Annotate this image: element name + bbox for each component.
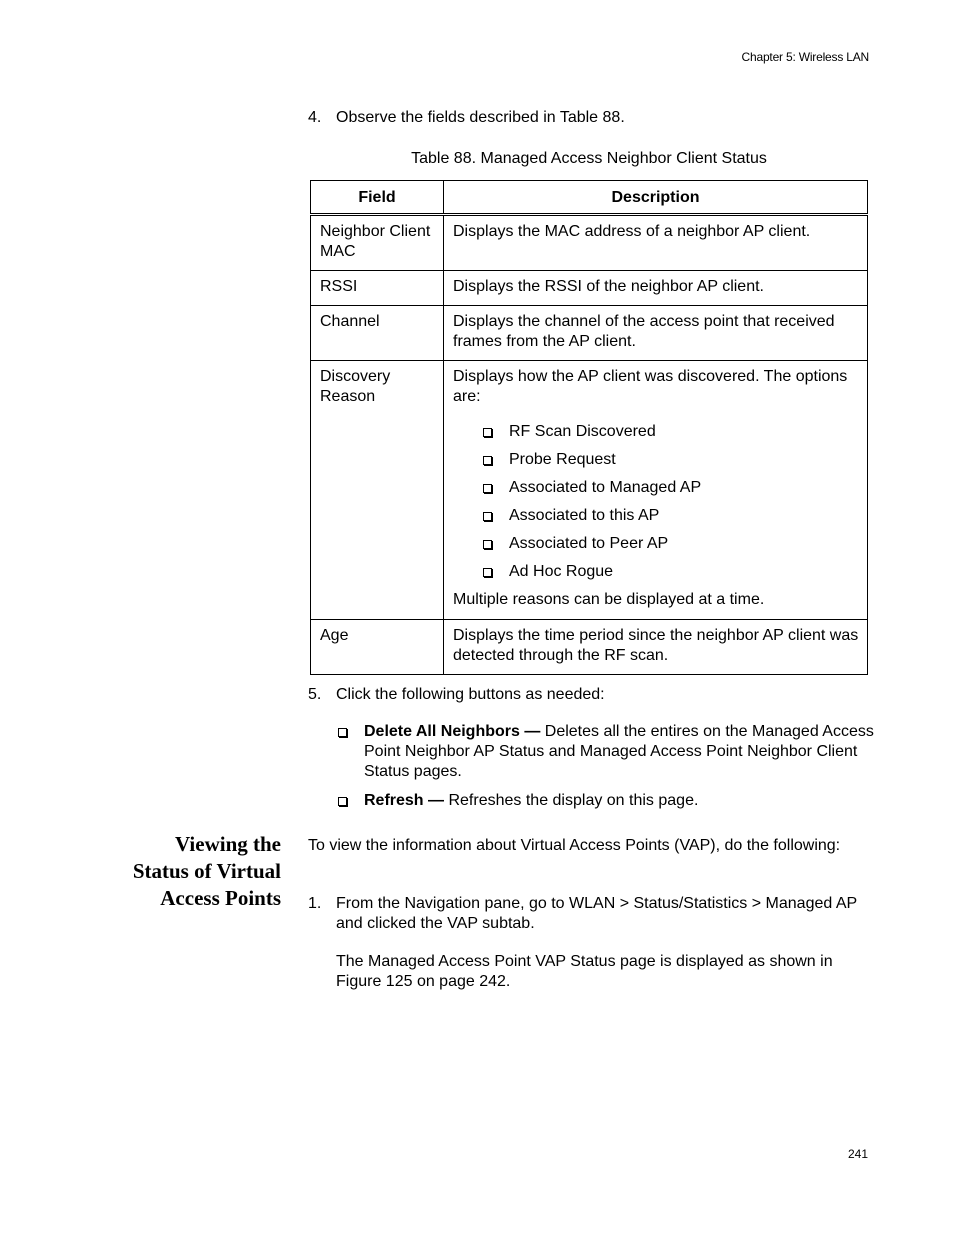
button-description: Deletes all the entires on the Managed Access Point Neighbor AP Status and Managed Access Point Neighbor Client Status pages. (364, 723, 874, 780)
step-text: Click the following buttons as needed: (336, 686, 605, 703)
table-caption: Table 88. Managed Access Neighbor Client Status (411, 150, 767, 167)
step-text: Observe the fields described in Table 88. (336, 109, 625, 126)
heading-line: Status of Virtual (132, 859, 281, 883)
option-label: Associated to this AP (509, 507, 660, 524)
description-cell (444, 361, 868, 620)
option-label: Ad Hoc Rogue (509, 563, 614, 580)
checkbox-bullet-icon (483, 456, 492, 465)
table-row (311, 215, 868, 271)
column-header-field: Field (311, 181, 444, 215)
list-item (453, 478, 859, 506)
running-header: Chapter 5: Wireless LAN (741, 50, 869, 64)
option-list (453, 422, 859, 590)
field-cell: Discovery Reason (311, 361, 444, 620)
description-cell: Displays the channel of the access point that received frames from the AP client. (444, 306, 868, 361)
option-label: Probe Request (509, 451, 616, 468)
button-name: Delete All Neighbors — (364, 723, 541, 740)
field-cell: Age (311, 620, 444, 675)
checkbox-bullet-icon (483, 568, 492, 577)
field-description-table (310, 180, 868, 675)
option-label: RF Scan Discovered (509, 423, 656, 440)
step-text: From the Navigation pane, go to WLAN > Status/Statistics > Managed AP and clicked the VAP subtab. (336, 895, 857, 932)
column-header-description: Description (444, 181, 868, 215)
list-item (453, 562, 859, 590)
list-item (453, 534, 859, 562)
button-name: Refresh — (364, 792, 445, 809)
field-cell: Channel (311, 306, 444, 361)
section-intro: To view the information about Virtual Access Points (VAP), do the following: (308, 837, 841, 854)
list-item (453, 422, 859, 450)
checkbox-bullet-icon (338, 797, 347, 806)
checkbox-bullet-icon (483, 428, 492, 437)
table-row (311, 306, 868, 361)
field-cell: Neighbor Client MAC (311, 215, 444, 271)
list-item-body (364, 722, 874, 782)
description-cell: Displays the time period since the neighbor AP client was detected through the RF scan. (444, 620, 868, 675)
page-number: 241 (847, 1147, 868, 1161)
field-cell: RSSI (311, 271, 444, 306)
table-row (311, 361, 868, 620)
checkbox-bullet-icon (338, 728, 347, 737)
list-item (453, 506, 859, 534)
option-note: Multiple reasons can be displayed at a time. (453, 591, 765, 608)
description-cell: Displays the MAC address of a neighbor AP client. (444, 215, 868, 271)
table-row (311, 620, 868, 675)
checkbox-bullet-icon (483, 512, 492, 521)
checkbox-bullet-icon (483, 484, 492, 493)
button-description: Refreshes the display on this page. (444, 792, 699, 809)
list-item (453, 450, 859, 478)
step-number: 5. (308, 686, 322, 703)
heading-line: Access Points (160, 886, 281, 910)
step-number: 1. (308, 895, 322, 912)
table-header-row (311, 181, 868, 215)
checkbox-bullet-icon (483, 540, 492, 549)
description-cell: Displays the RSSI of the neighbor AP client. (444, 271, 868, 306)
option-label: Associated to Managed AP (509, 479, 702, 496)
step-1-result: The Managed Access Point VAP Status page is displayed as shown in Figure 125 on page 242. (336, 953, 833, 990)
description-text: Displays how the AP client was discovered. The options are: (453, 368, 848, 405)
section-heading (81, 831, 281, 912)
table-row (311, 271, 868, 306)
list-item-body (364, 791, 874, 811)
step-number: 4. (308, 109, 322, 126)
heading-line: Viewing the (175, 832, 281, 856)
option-label: Associated to Peer AP (509, 535, 669, 552)
